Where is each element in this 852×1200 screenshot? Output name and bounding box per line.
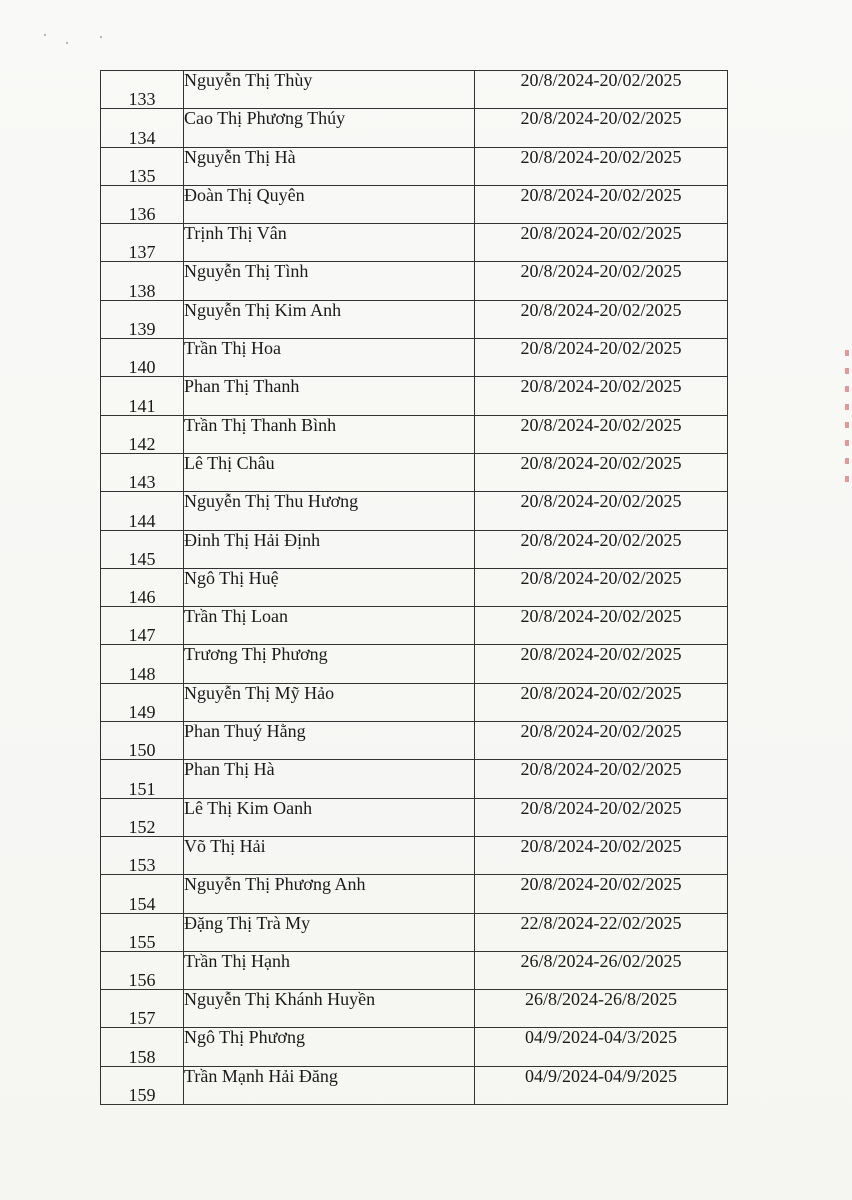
row-name: Trần Mạnh Hải Đăng (184, 1066, 475, 1104)
row-period: 20/8/2024-20/02/2025 (475, 568, 728, 606)
row-number: 156 (101, 951, 184, 989)
row-name: Phan Thị Thanh (184, 377, 475, 415)
row-period: 26/8/2024-26/02/2025 (475, 951, 728, 989)
row-number: 153 (101, 836, 184, 874)
table-row (101, 683, 728, 721)
row-period: 20/8/2024-20/02/2025 (475, 224, 728, 262)
table-row (101, 147, 728, 185)
scan-speck (66, 42, 68, 44)
row-number: 157 (101, 990, 184, 1028)
table-row (101, 990, 728, 1028)
row-number: 142 (101, 415, 184, 453)
table-row (101, 607, 728, 645)
table-row (101, 339, 728, 377)
table-row (101, 300, 728, 338)
row-period: 22/8/2024-22/02/2025 (475, 913, 728, 951)
row-period: 20/8/2024-20/02/2025 (475, 760, 728, 798)
table-row (101, 875, 728, 913)
row-name: Nguyễn Thị Kim Anh (184, 300, 475, 338)
row-period: 04/9/2024-04/9/2025 (475, 1066, 728, 1104)
row-name: Lê Thị Kim Oanh (184, 798, 475, 836)
table-row (101, 492, 728, 530)
table-row (101, 913, 728, 951)
row-name: Ngô Thị Huệ (184, 568, 475, 606)
row-number: 134 (101, 109, 184, 147)
table-row (101, 224, 728, 262)
table-row (101, 377, 728, 415)
table-row (101, 1066, 728, 1104)
row-period: 20/8/2024-20/02/2025 (475, 415, 728, 453)
row-name: Lê Thị Châu (184, 453, 475, 491)
edge-stamp-mark (845, 350, 849, 490)
row-period: 20/8/2024-20/02/2025 (475, 147, 728, 185)
table-row (101, 951, 728, 989)
row-number: 135 (101, 147, 184, 185)
row-name: Phan Thị Hà (184, 760, 475, 798)
row-number: 155 (101, 913, 184, 951)
row-number: 137 (101, 224, 184, 262)
roster-table-body (101, 71, 728, 1105)
row-period: 20/8/2024-20/02/2025 (475, 875, 728, 913)
row-period: 20/8/2024-20/02/2025 (475, 492, 728, 530)
row-number: 140 (101, 339, 184, 377)
row-name: Nguyễn Thị Mỹ Hảo (184, 683, 475, 721)
row-number: 138 (101, 262, 184, 300)
row-number: 151 (101, 760, 184, 798)
roster-table (100, 70, 728, 1105)
row-name: Trần Thị Loan (184, 607, 475, 645)
row-name: Phan Thuý Hằng (184, 722, 475, 760)
table-row (101, 109, 728, 147)
row-period: 20/8/2024-20/02/2025 (475, 683, 728, 721)
row-name: Nguyễn Thị Thùy (184, 71, 475, 109)
row-name: Đặng Thị Trà My (184, 913, 475, 951)
row-period: 20/8/2024-20/02/2025 (475, 607, 728, 645)
row-period: 20/8/2024-20/02/2025 (475, 185, 728, 223)
row-name: Nguyễn Thị Khánh Huyền (184, 990, 475, 1028)
row-number: 141 (101, 377, 184, 415)
row-number: 145 (101, 530, 184, 568)
row-period: 20/8/2024-20/02/2025 (475, 453, 728, 491)
table-row (101, 530, 728, 568)
row-number: 148 (101, 645, 184, 683)
row-name: Nguyễn Thị Hà (184, 147, 475, 185)
row-name: Nguyễn Thị Phương Anh (184, 875, 475, 913)
row-number: 159 (101, 1066, 184, 1104)
row-name: Trần Thị Hoa (184, 339, 475, 377)
scan-speck (100, 36, 102, 38)
table-row (101, 262, 728, 300)
table-row (101, 836, 728, 874)
row-number: 146 (101, 568, 184, 606)
row-period: 20/8/2024-20/02/2025 (475, 262, 728, 300)
row-name: Trần Thị Hạnh (184, 951, 475, 989)
row-number: 136 (101, 185, 184, 223)
row-name: Đoàn Thị Quyên (184, 185, 475, 223)
row-period: 20/8/2024-20/02/2025 (475, 530, 728, 568)
table-row (101, 415, 728, 453)
row-number: 147 (101, 607, 184, 645)
row-number: 144 (101, 492, 184, 530)
table-row (101, 722, 728, 760)
row-period: 04/9/2024-04/3/2025 (475, 1028, 728, 1066)
row-name: Trương Thị Phương (184, 645, 475, 683)
table-row (101, 645, 728, 683)
row-name: Đinh Thị Hải Định (184, 530, 475, 568)
row-name: Ngô Thị Phương (184, 1028, 475, 1066)
table-row (101, 568, 728, 606)
row-period: 20/8/2024-20/02/2025 (475, 339, 728, 377)
row-name: Võ Thị Hải (184, 836, 475, 874)
row-number: 152 (101, 798, 184, 836)
row-name: Nguyễn Thị Thu Hương (184, 492, 475, 530)
row-name: Trịnh Thị Vân (184, 224, 475, 262)
row-name: Trần Thị Thanh Bình (184, 415, 475, 453)
row-number: 158 (101, 1028, 184, 1066)
row-number: 133 (101, 71, 184, 109)
row-period: 20/8/2024-20/02/2025 (475, 645, 728, 683)
table-row (101, 798, 728, 836)
row-period: 20/8/2024-20/02/2025 (475, 109, 728, 147)
row-number: 150 (101, 722, 184, 760)
table-row (101, 71, 728, 109)
row-number: 139 (101, 300, 184, 338)
table-row (101, 453, 728, 491)
row-period: 20/8/2024-20/02/2025 (475, 836, 728, 874)
table-row (101, 185, 728, 223)
row-name: Nguyễn Thị Tình (184, 262, 475, 300)
scan-speck (44, 34, 46, 36)
row-number: 143 (101, 453, 184, 491)
row-number: 149 (101, 683, 184, 721)
row-period: 20/8/2024-20/02/2025 (475, 722, 728, 760)
row-period: 20/8/2024-20/02/2025 (475, 71, 728, 109)
row-period: 20/8/2024-20/02/2025 (475, 300, 728, 338)
row-name: Cao Thị Phương Thúy (184, 109, 475, 147)
table-row (101, 760, 728, 798)
table-row (101, 1028, 728, 1066)
row-number: 154 (101, 875, 184, 913)
row-period: 20/8/2024-20/02/2025 (475, 798, 728, 836)
row-period: 20/8/2024-20/02/2025 (475, 377, 728, 415)
row-period: 26/8/2024-26/8/2025 (475, 990, 728, 1028)
